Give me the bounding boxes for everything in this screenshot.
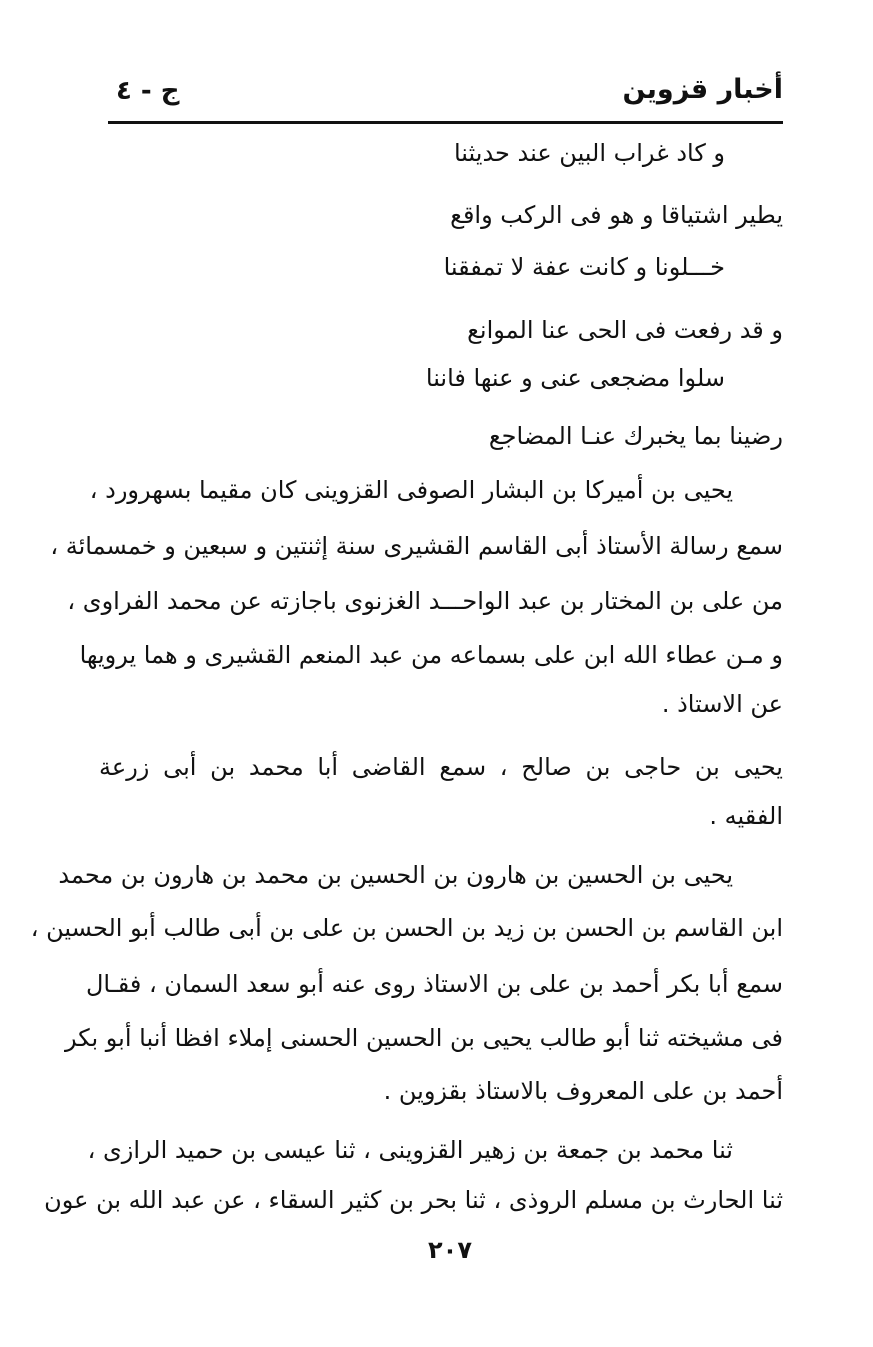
running-title: أخبار قزوين xyxy=(622,74,783,105)
paragraph-line: سمع رسالة الأستاذ أبى القاسم القشيرى سنة إثنتين و سبعين و خمسمائة ، xyxy=(50,532,783,560)
paragraph-line: يحيى بن حاجى بن صالح ، سمع القاضى أبا محمد بن أبى زرعة xyxy=(99,753,783,781)
page-header xyxy=(108,72,783,116)
verse-line: يطير اشتياقا و هو فى الركب واقع xyxy=(450,201,783,229)
verse-line: خـــلونا و كانت عفة لا تمفقنا xyxy=(443,253,725,281)
paragraph-line: عن الاستاذ . xyxy=(661,690,783,718)
paragraph-line: أحمد بن على المعروف بالاستاذ بقزوين . xyxy=(383,1077,783,1105)
verse-line: و قد رفعت فى الحى عنا الموانع xyxy=(467,316,783,344)
paragraph-line: ثنا الحارث بن مسلم الروذى ، ثنا بحر بن كثير السقاء ، عن عبد الله بن عون xyxy=(44,1186,783,1214)
paragraph-line: يحيى بن الحسين بن هارون بن الحسين بن محمد بن هارون بن محمد xyxy=(58,861,733,889)
header-rule xyxy=(108,121,783,124)
paragraph-line: من على بن المختار بن عبد الواحـــد الغزنوى باجازته عن محمد الفراوى ، xyxy=(67,587,783,615)
verse-line: سلوا مضجعى عنى و عنها فاننا xyxy=(425,364,725,392)
paragraph-line: فى مشيخته ثنا أبو طالب يحيى بن الحسين الحسنى إملاء افظا أنبا أبو بكر xyxy=(64,1024,783,1052)
paragraph-line: يحيى بن أميركا بن البشار الصوفى القزوينى كان مقيما بسهرورد ، xyxy=(89,476,733,504)
volume-mark: ج - ٤ xyxy=(116,76,180,106)
page-number: ٢٠٧ xyxy=(428,1236,472,1264)
paragraph-line: و مـن عطاء الله ابن على بسماعه من عبد المنعم القشيرى و هما يرويها xyxy=(79,641,783,669)
paragraph-line: ثنا محمد بن جمعة بن زهير القزوينى ، ثنا عيسى بن حميد الرازى ، xyxy=(87,1136,733,1164)
paragraph-line: ابن القاسم بن الحسن بن زيد بن الحسن بن على بن أبى طالب أبو الحسين ، xyxy=(30,914,783,942)
verse-line: رضينا بما يخبرك عنـا المضاجع xyxy=(488,422,783,450)
verse-line: و كاد غراب البين عند حديثنا xyxy=(453,139,725,167)
paragraph-line: سمع أبا بكر أحمد بن على بن الاستاذ روى عنه أبو سعد السمان ، فقـال xyxy=(85,970,783,998)
paragraph-line: الفقيه . xyxy=(709,802,783,830)
